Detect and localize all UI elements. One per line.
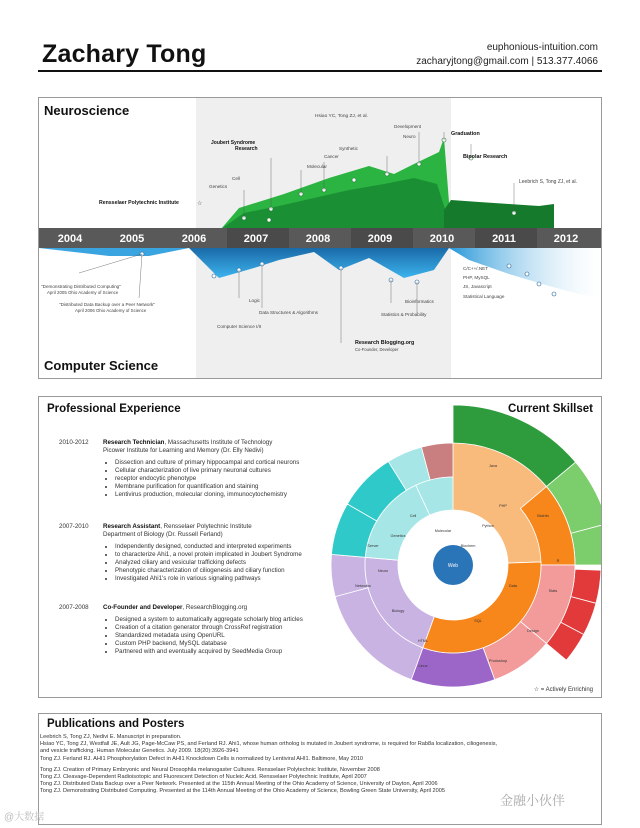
publications-title: Publications and Posters [47, 718, 185, 730]
publication-line: Tong ZJ. Demonstrating Distributed Computing. Presented at the 114th Annual Meeting of the Ohio Academy of Science, Bowling Green State University, April 2005 [40, 788, 445, 795]
experience-bullet: • Custom PHP backend, MySQL database [115, 640, 355, 648]
timeline-label: Rensselaer Polytechnic Institute [99, 200, 179, 206]
star-icon: ☆ [533, 687, 540, 693]
dot [507, 264, 511, 268]
experience-entry [59, 604, 329, 684]
timeline-label: Synthetic [339, 146, 358, 151]
neuro-area-2011 [444, 200, 554, 228]
dot [267, 218, 271, 222]
dot [212, 274, 216, 278]
timeline-label: April 2006 Ohio Academy of Science [75, 308, 147, 313]
year-label: 2010 [429, 233, 455, 245]
dot [537, 282, 541, 286]
timeline-label: Computer Science I/II [217, 324, 262, 329]
timeline-label: Data Structures & Algorithms [259, 310, 318, 315]
timeline-label: Neuro [403, 134, 416, 139]
experience-org: , Rensselaer Polytechnic Institute [160, 523, 252, 530]
sunburst-arc-label: Molecular [434, 529, 452, 533]
publication-line: Tong ZJ. Distributed Data Backup over a Peer Network. Presented at the 115th Annual Meeting of the Ohio Academy of Science, University of Dayton, April 2006 [40, 781, 438, 788]
timeline-panel [38, 97, 602, 379]
experience-bullet: • Phenotypic characterization of ciliogenesis and ciliary function [115, 567, 355, 575]
star-icon: ☆ [197, 201, 203, 207]
year-label: 2007 [243, 233, 269, 245]
year-label: 2004 [57, 233, 83, 245]
experience-org2: Picower Institute for Learning and Memory (Dr. Elly Nedivi) [103, 447, 264, 454]
sunburst-arc-label: Stats [548, 589, 558, 593]
experience-bullet: • to characterize Ahi1, a novel protein implicated in Joubert Syndrome [115, 551, 355, 559]
experience-bullet: • receptor endocytic phenotype [115, 475, 355, 483]
experience-bullet: • Lentivirus production, molecular cloning, immunocytochemistry [115, 491, 355, 499]
sunburst-arc-label: R [556, 559, 560, 563]
publication-line: Hsiao YC, Tong ZJ, Westfall JE, Ault JG, Page-McCaw PS, and Ferland RJ. Ahi1, whose human ortholog is mutated in Joubert syndrome, is required for Rab8a localization, ciliogenesis, [40, 741, 498, 748]
contact-info [416, 41, 598, 69]
publication-list [40, 734, 580, 796]
watermark-right: 金融小伙伴 [500, 793, 566, 808]
page-title: Zachary Tong [42, 40, 207, 68]
sunburst-legend [534, 686, 593, 693]
sunburst-arc-label: Linux [418, 664, 428, 668]
timeline-label: Cancer [324, 154, 339, 159]
year-label: 2006 [181, 233, 207, 245]
experience-bullet: • Partnered with and eventually acquired by SeedMedia Group [115, 648, 355, 656]
experience-bullet: • Dissection and culture of primary hippocampal and cortical neurons [115, 459, 355, 467]
sunburst-arc-label: SQL [474, 619, 482, 623]
experience-org: , Massachusetts Institute of Technology [164, 439, 273, 446]
experience-org2: Department of Biology (Dr. Russell Ferland) [103, 531, 223, 538]
experience-entry [59, 439, 329, 519]
timeline-label: Logic [249, 298, 260, 303]
sunburst-arc-label: Java [488, 464, 498, 468]
sunburst-arc-label: Neuro [377, 569, 389, 573]
experience-role: Research Technician [103, 439, 165, 446]
publication-line: Tong ZJ. Ferland RJ. AHI1 Phosphorylation Defect in AHI1 Knockdown Cells is normalized by Lentiviral AHI1. Baltimore, May 2010 [40, 755, 364, 762]
timeline-label: Research Blogging.org [355, 340, 415, 346]
sunburst-arc-label: HTML [417, 639, 429, 643]
sunburst-arc-label: Cell [409, 514, 417, 518]
timeline-label: PHP, MySQL [463, 275, 490, 280]
experience-bullet: • Membrane purification for quantification and staining [115, 483, 355, 491]
timeline-label: "Demonstrating Distributed Computing" [41, 284, 121, 289]
sunburst-arc-label: Biochem [460, 544, 476, 548]
experience-years: 2007-2010 [59, 523, 89, 530]
website-link[interactable]: euphonious-intuition.com [486, 42, 598, 53]
timeline-label: Co-Founder, Developer [355, 347, 399, 352]
timeline-label: Statistical Language [463, 294, 505, 299]
timeline-label: Bipolar Research [463, 154, 508, 160]
experience-title: Professional Experience [47, 403, 181, 415]
timeline-label: "Distributed Data Backup over a Peer Network" [59, 302, 155, 307]
watermark-left: @大数据 [4, 812, 45, 823]
sunburst-arc-label: Bioinfo [537, 514, 549, 518]
experience-org: , ResearchBlogging.org [182, 604, 248, 611]
publication-line: Tong ZJ. Cleavage-Dependent Radioisotopic and Fluorescent Detection of Nucleic Acid. Rensselaer Polytechnic Institute, April 2007 [40, 774, 367, 781]
experience-role: Research Assistant [103, 523, 161, 530]
sunburst-arc-label: Design [527, 629, 539, 633]
year-label: 2009 [367, 233, 393, 245]
experience-bullet: • Independently designed, conducted and interpreted experiments [115, 543, 355, 551]
experience-bullet: • Cellular characterization of live primary neuronal cultures [115, 467, 355, 475]
experience-bullet: • Creation of a citation generator through CrossRef registration [115, 624, 355, 632]
timeline-label: JS, Javascript [463, 284, 492, 289]
sunburst-arc-label: Server [367, 544, 379, 548]
timeline-label: C/C++/.NET [463, 266, 489, 271]
timeline-label: Joubert Syndrome [211, 140, 256, 146]
experience-bullet: • Investigated Ahi1's role in various signaling pathways [115, 575, 355, 583]
year-labels [58, 233, 578, 245]
timeline-chart [39, 98, 601, 378]
publication-line: Tong ZJ. Creation of Primary Embryonic and Neural Drosophila melanogaster Cultures. Rensselaer Polytechnic Institute, November 2008 [40, 766, 380, 773]
timeline-label: Research [235, 146, 258, 152]
sunburst-arc-label: Networks [355, 584, 371, 588]
experience-entry [59, 523, 329, 603]
experience-role: Co-Founder and Developer [103, 604, 183, 611]
skillset-sunburst [303, 397, 602, 697]
sunburst-arc-label: Python [482, 524, 494, 528]
year-label: 2008 [305, 233, 331, 245]
sunburst-arc-label: Data [508, 584, 518, 588]
experience-panel [38, 396, 602, 698]
timeline-label: April 2005 Ohio Academy of Science [47, 290, 119, 295]
timeline-label: Molecular [307, 164, 327, 169]
sunburst-arc-label: Biology [391, 609, 405, 613]
skillset-title: Current Skillset [508, 403, 593, 415]
sunburst-arc-label: PHP [499, 504, 507, 508]
experience-years: 2010-2012 [59, 439, 89, 446]
experience-bullet: • Designed a system to automatically aggregate scholarly blog articles [115, 616, 355, 624]
computer-science-title: Computer Science [44, 358, 159, 373]
experience-years: 2007-2008 [59, 604, 89, 611]
email-phone: zacharyjtong@gmail.com | 513.377.4066 [416, 56, 598, 67]
timeline-label: Bioinformatics [405, 299, 434, 304]
experience-bullet: • Analyzed ciliary and vesicular trafficking defects [115, 559, 355, 567]
legend-text: = Actively Enriching [540, 687, 593, 693]
year-label: 2005 [119, 233, 145, 245]
timeline-label: Leebrich S, Tong ZJ, et al. [519, 179, 577, 185]
timeline-label: Graduation [451, 131, 480, 137]
header-divider [38, 70, 602, 72]
dot [352, 178, 356, 182]
sunburst-center-label: Web [447, 563, 459, 569]
publication-line: and vesicle trafficking. Human Molecular Genetics. July 2009. 18(20):3926-3941 [40, 748, 239, 755]
sunburst-arc-label: Genetics [390, 534, 406, 538]
publication-line: Leebrich S, Tong ZJ, Nedivi E. Manuscript in preparation. [40, 734, 182, 740]
year-label: 2011 [492, 233, 516, 245]
neuroscience-title: Neuroscience [44, 103, 130, 118]
timeline-label: Hsiao YC, Tong ZJ, et al. [315, 114, 368, 119]
experience-bullet: • Standardized metadata using OpenURL [115, 632, 355, 640]
timeline-label: Genetics [209, 184, 228, 189]
timeline-label: Cell [232, 176, 240, 181]
dot [552, 292, 556, 296]
timeline-label: Statistics & Probability [381, 312, 427, 317]
year-label: 2012 [553, 233, 579, 245]
sunburst-arc-label: Photoshop [488, 659, 508, 663]
dot [525, 272, 529, 276]
cs-area-left [39, 248, 189, 256]
timeline-label: Development [394, 124, 422, 129]
